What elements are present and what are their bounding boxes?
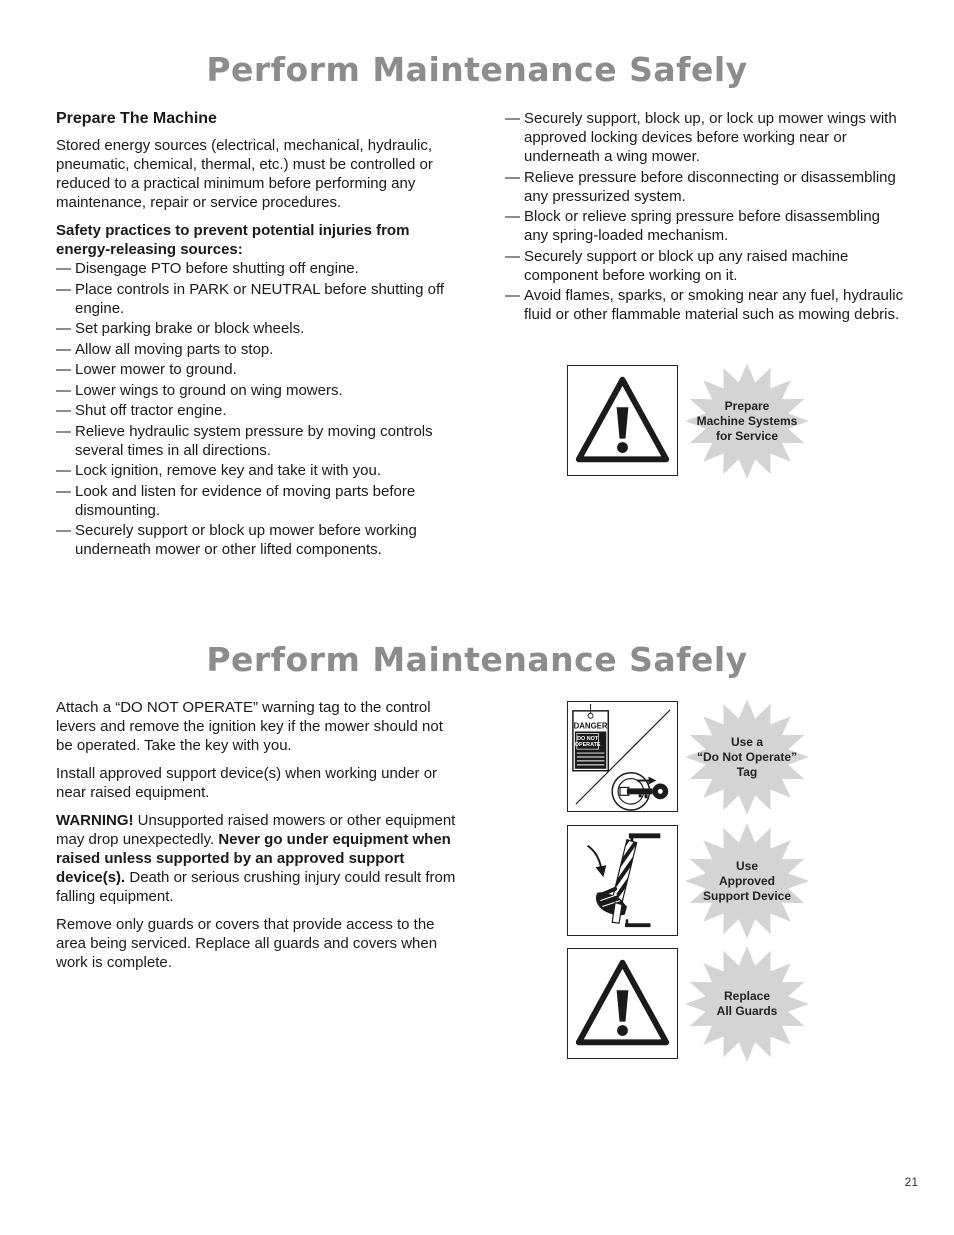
- warning-triangle-icon: [567, 948, 678, 1059]
- tag-line2-text: OPERATE: [574, 742, 601, 749]
- warning-text-1: Unsupported raised mowers or other equipment may drop unexpectedly.: [56, 812, 456, 848]
- maintenance-warning: [56, 811, 456, 906]
- do-not-operate-tag-icon: [567, 701, 678, 812]
- badge-label-tag: Use a “Do Not Operate” Tag: [696, 734, 797, 779]
- practices-list-right: [505, 109, 905, 324]
- maintenance-p4: Remove only guards or covers that provide access to the area being serviced. Replace all guards and covers when work is complete.: [56, 916, 438, 971]
- list-item: — Securely support, block up, or lock up mower wings with approved locking devices before working near or underneath a wing mower.: [505, 109, 905, 166]
- list-item: — Securely support or block up any raised machine component before working on it.: [505, 247, 905, 285]
- prepare-left-column: [56, 109, 456, 561]
- maintenance-column: [56, 698, 456, 981]
- list-item: — Lock ignition, remove key and take it with you.: [56, 461, 456, 480]
- badge-label-guards: Replace All Guards: [716, 989, 778, 1018]
- prepare-heading: Prepare The Machine: [56, 110, 217, 127]
- list-item: — Block or relieve spring pressure before disassembling any spring-loaded mechanism.: [505, 207, 905, 245]
- section-title-prepare: Perform Maintenance Safely: [206, 50, 748, 89]
- section-title-maintenance: Perform Maintenance Safely: [206, 640, 748, 679]
- maintenance-p1: Attach a “DO NOT OPERATE” warning tag to the control levers and remove the ignition key if the mower should not be operated. Take the key with you.: [56, 699, 443, 754]
- badge-burst-guards: [684, 946, 810, 1062]
- badge-burst-support: [684, 823, 810, 939]
- warning-label: WARNING!: [56, 812, 134, 829]
- badge-burst-tag: [684, 699, 810, 815]
- list-item: — Place controls in PARK or NEUTRAL before shutting off engine.: [56, 280, 456, 318]
- list-item: — Set parking brake or block wheels.: [56, 319, 456, 338]
- badge-label-support: Use Approved Support Device: [702, 858, 792, 903]
- prepare-intro: Stored energy sources (electrical, mechanical, hydraulic, pneumatic, chemical, thermal, etc.) must be controlled or reduced to a practical minimum before performing any maintenance, repair or service procedures.: [56, 137, 433, 211]
- support-device-icon: [567, 825, 678, 936]
- list-item: — Relieve hydraulic system pressure by moving controls several times in all directions.: [56, 422, 456, 460]
- list-item: — Avoid flames, sparks, or smoking near any fuel, hydraulic fluid or other flammable material such as mowing debris.: [505, 286, 905, 324]
- tag-danger-text: DANGER: [573, 721, 608, 731]
- warning-triangle-icon: [567, 365, 678, 476]
- list-item: — Allow all moving parts to stop.: [56, 340, 456, 359]
- list-item: — Look and listen for evidence of moving parts before dismounting.: [56, 482, 456, 520]
- list-item: — Lower wings to ground on wing mowers.: [56, 381, 456, 400]
- list-item: — Shut off tractor engine.: [56, 401, 456, 420]
- list-item: — Relieve pressure before disconnecting or disassembling any pressurized system.: [505, 168, 905, 206]
- list-item: — Disengage PTO before shutting off engine.: [56, 259, 456, 278]
- badge-burst-prepare: [684, 363, 810, 479]
- list-item: — Securely support or block up mower before working underneath mower or other lifted components.: [56, 521, 456, 559]
- practices-list-left: [56, 259, 456, 559]
- prepare-right-column: [505, 109, 905, 326]
- page-number: 21: [904, 1175, 918, 1189]
- practices-heading: Safety practices to prevent potential injuries from energy-releasing sources:: [56, 222, 410, 258]
- warning-bold: Never go under equipment when raised unless supported by an approved support device(s).: [56, 831, 451, 886]
- badge-label-prepare: Prepare Machine Systems for Service: [696, 398, 798, 443]
- list-item: — Lower mower to ground.: [56, 360, 456, 379]
- tag-line1-text: DO NOT: [577, 735, 599, 742]
- warning-text-2: Death or serious crushing injury could result from falling equipment.: [56, 869, 456, 905]
- maintenance-p2: Install approved support device(s) when working under or near raised equipment.: [56, 765, 438, 801]
